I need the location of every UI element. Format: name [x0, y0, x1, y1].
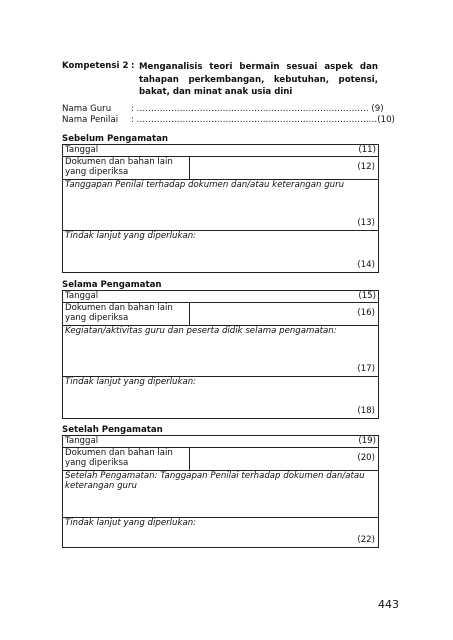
nama-guru-field: : ……………………………………………………………………… (9) [131, 104, 384, 114]
nama-penilai-label: Nama Penilai [62, 115, 119, 125]
field-number: (12) [357, 162, 375, 173]
field-number: (11) [358, 145, 376, 155]
section-title-setelah: Setelah Pengamatan [62, 425, 163, 435]
selama-pengamatan-table [62, 290, 379, 419]
observation-cell[interactable] [63, 179, 379, 230]
page-number: 443 [378, 598, 399, 611]
tanggal-row [63, 291, 379, 303]
nama-guru-label: Nama Guru [62, 104, 112, 114]
tanggal-label: Tanggal [65, 145, 99, 155]
section-title-selama: Selama Pengamatan [62, 280, 162, 290]
observation-cell[interactable] [63, 325, 379, 376]
field-number: (19) [358, 436, 376, 446]
followup-cell[interactable] [63, 517, 379, 547]
dokumen-label: Dokumen dan bahan lain yang diperiksa [63, 303, 190, 325]
dokumen-row [63, 447, 379, 470]
tanggal-row [63, 436, 379, 448]
observation-label: Tanggapan Penilai terhadap dokumen dan/atau keterangan guru [65, 179, 345, 190]
field-number: (20) [357, 453, 375, 464]
followup-label: Tindak lanjut yang diperlukan: [65, 376, 197, 387]
field-number: (14) [357, 260, 375, 270]
setelah-pengamatan-table [62, 435, 379, 548]
tanggal-label: Tanggal [65, 436, 99, 446]
field-number: (15) [358, 291, 376, 301]
dokumen-row [63, 302, 379, 325]
followup-label: Tindak lanjut yang diperlukan: [65, 230, 197, 241]
kompetensi-description: Menganalisis teori bermain sesuai aspek dan tahapan perkembangan, kebutuhan, potensi, bakat, dan minat anak usia dini [139, 62, 378, 97]
followup-label: Tindak lanjut yang diperlukan: [65, 517, 197, 528]
observation-cell[interactable] [63, 470, 379, 517]
observation-label: Setelah Pengamatan: Tanggapan Penilai terhadap dokumen dan/atau keterangan guru [65, 470, 365, 491]
tanggal-row [63, 145, 379, 157]
tanggal-label: Tanggal [65, 291, 99, 301]
kompetensi-label: Kompetensi 2 [62, 61, 129, 71]
field-number: (18) [357, 406, 375, 416]
kompetensi-colon: : [131, 61, 135, 71]
field-number: (16) [357, 308, 375, 319]
section-title-sebelum: Sebelum Pengamatan [62, 134, 168, 144]
dokumen-label: Dokumen dan bahan lain yang diperiksa [63, 448, 190, 470]
sebelum-pengamatan-table [62, 144, 379, 273]
observation-label: Kegiatan/aktivitas guru dan peserta didik selama pengamatan: [65, 325, 337, 336]
nama-penilai-field: : …………………………………………………………………………(10) [131, 115, 395, 125]
followup-cell[interactable] [63, 230, 379, 272]
field-number: (17) [357, 364, 375, 374]
field-number: (13) [357, 218, 375, 228]
dokumen-label: Dokumen dan bahan lain yang diperiksa [63, 157, 190, 179]
field-number: (22) [357, 535, 375, 545]
dokumen-row [63, 156, 379, 179]
followup-cell[interactable] [63, 376, 379, 418]
